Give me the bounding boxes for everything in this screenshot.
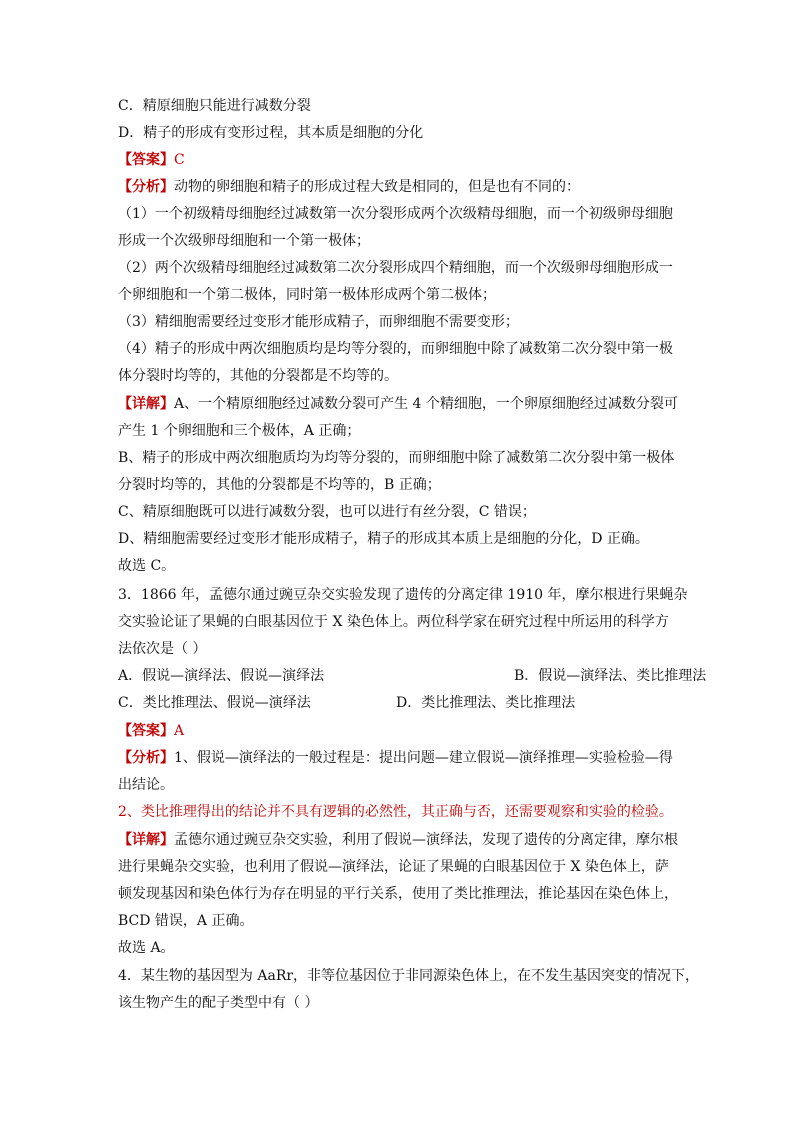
q3-detail-line: BCD 错误，A 正确。 (118, 913, 254, 929)
detail-tag: 【详解】 (118, 396, 174, 412)
q2-analysis-line: 个卵细胞和一个第二极体，同时第一极体形成两个第二极体； (118, 287, 496, 303)
q2-detail-line: B、精子的形成中两次细胞质均为均等分裂的，而卵细胞中除了减数第二次分裂中第一极体 (118, 450, 675, 466)
q3-option-c: C．类比推理法、假说—演绎法 (118, 695, 311, 711)
q3-option-a: A．假说—演绎法、假说—演绎法 (118, 668, 325, 684)
q2-analysis-line: 形成一个次级卵母细胞和一个第一极体； (118, 233, 370, 249)
q2-detail-line: C、精原细胞既可以进行减数分裂，也可以进行有丝分裂，C 错误； (118, 504, 536, 520)
answer-tag: 【答案】 (118, 152, 174, 168)
q3-stem-line: 法依次是（ ） (118, 641, 207, 657)
q3-option-b: B．假说—演绎法、类比推理法 (514, 668, 707, 684)
q3-stem-line: 交实验论证了果蝇的白眼基因位于 X 染色体上。两位科学家在研究过程中所运用的科学方 (118, 614, 669, 630)
q3-analysis-line: 出结论。 (118, 777, 174, 793)
answer-tag: 【答案】 (118, 723, 174, 739)
q3-answer (118, 721, 184, 741)
q2-analysis-line: （4）精子的形成中两次细胞质均是均等分裂的，而卵细胞中除了减数第二次分裂中第一极 (118, 341, 673, 357)
q3-detail-line: 顿发现基因和染色体行为存在明显的平行关系，使用了类比推理法，推论基因在染色体上， (118, 886, 678, 902)
q2-option-d: D．精子的形成有变形过程，其本质是细胞的分化 (118, 125, 424, 141)
q3-analysis-line: 【分析】1、假说—演绎法的一般过程是：提出问题—建立假说—演绎推理—实验检验—得 (118, 750, 673, 766)
q2-detail-line: 【详解】A、一个精原细胞经过减数分裂可产生 4 个精细胞，一个卵原细胞经过减数分裂可 (118, 396, 678, 412)
q2-detail-line: 分裂时均等的，其他的分裂都是不均等的，B 正确； (118, 477, 441, 493)
q2-answer (118, 150, 185, 170)
q3-analysis-line: 2、类比推理得出的结论并不具有逻辑的必然性，其正确与否，还需要观察和实验的检验。 (118, 804, 673, 820)
q2-analysis-line: 体分裂时均等的，其他的分裂都是不均等的。 (118, 368, 398, 384)
answer-value: C (174, 152, 185, 168)
q2-analysis-line: （2）两个次级精母细胞经过减数第二次分裂形成四个精细胞，而一个次级卵母细胞形成一 (118, 260, 673, 276)
q3-conclusion: 故选 A。 (118, 940, 175, 956)
analysis-tag: 【分析】 (118, 750, 174, 766)
answer-value: A (174, 723, 185, 739)
q2-analysis-line: （3）精细胞需要经过变形才能形成精子，而卵细胞不需要变形； (118, 314, 519, 330)
detail-tag: 【详解】 (118, 832, 174, 848)
q2-option-c: C．精原细胞只能进行减数分裂 (118, 98, 311, 114)
q2-conclusion: 故选 C。 (118, 558, 176, 574)
q3-options-row-2 (118, 693, 678, 713)
q4-stem-line: 该生物产生的配子类型中有（ ） (118, 995, 319, 1011)
q2-detail-line: 产生 1 个卵细胞和三个极体，A 正确； (118, 423, 361, 439)
q3-options-row-1 (118, 666, 707, 686)
q2-analysis-line: 【分析】动物的卵细胞和精子的形成过程大致是相同的，但是也有不同的： (118, 179, 580, 195)
q4-stem-line: 4．某生物的基因型为 AaRr，非等位基因位于非同源染色体上，在不发生基因突变的情况下， (118, 968, 700, 984)
q3-stem-line: 3．1866 年，孟德尔通过豌豆杂交实验发现了遗传的分离定律 1910 年，摩尔根进行果蝇杂 (118, 587, 688, 603)
q3-detail-line: 【详解】孟德尔通过豌豆杂交实验，利用了假说—演绎法，发现了遗传的分离定律，摩尔根 (118, 832, 678, 848)
analysis-tag: 【分析】 (118, 179, 174, 195)
q3-detail-line: 进行果蝇杂交实验，也利用了假说—演绎法，论证了果蝇的白眼基因位于 X 染色体上，萨 (118, 859, 669, 875)
q3-option-d: D．类比推理法、类比推理法 (396, 695, 576, 711)
q2-detail-line: D、精细胞需要经过变形才能形成精子，精子的形成其本质上是细胞的分化，D 正确。 (118, 531, 649, 547)
q2-analysis-line: （1）一个初级精母细胞经过减数第一次分裂形成两个次级精母细胞，而一个初级卵母细胞 (118, 206, 673, 222)
